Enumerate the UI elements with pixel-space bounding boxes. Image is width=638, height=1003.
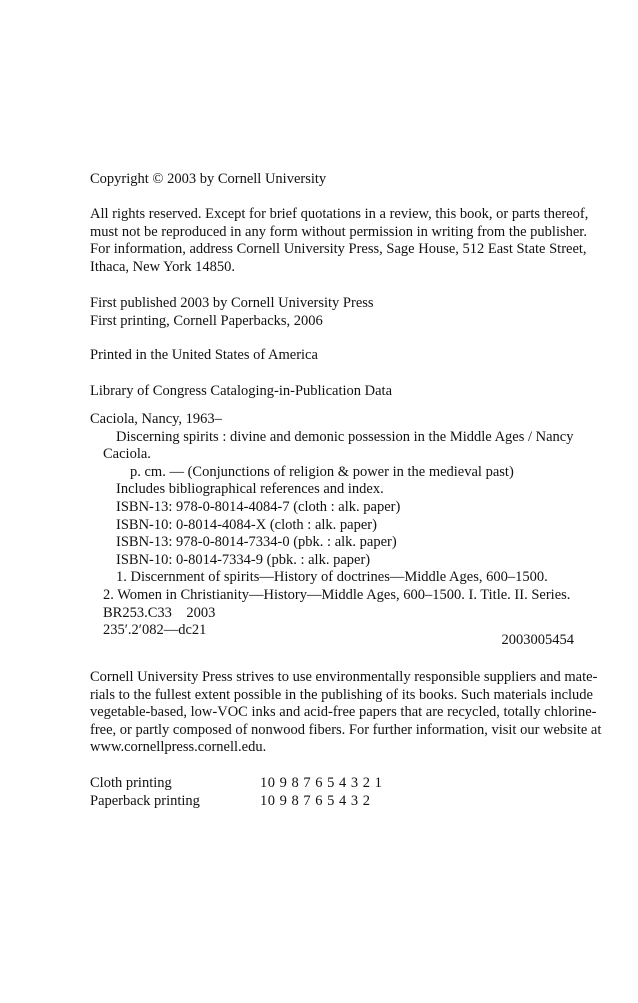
rights-line: For information, address Cornell University Press, Sage House, 512 East State Street,: [90, 241, 587, 258]
environment-line: vegetable-based, low-VOC inks and acid-free papers that are recycled, totally chlorine-: [90, 704, 597, 721]
printing-label: Cloth printing: [90, 775, 172, 791]
printed-in-line: Printed in the United States of America: [90, 347, 318, 363]
cip-subject: 1. Discernment of spirits—History of doctrines—Middle Ages, 600–1500.: [116, 569, 548, 586]
publication-history: [90, 295, 580, 330]
cip-lc-class: BR253.C33 2003: [103, 604, 216, 621]
environment-line: www.cornellpress.cornell.edu.: [90, 739, 267, 756]
printing-lines: [90, 775, 580, 810]
publication-line: First printing, Cornell Paperbacks, 2006: [90, 312, 323, 329]
printing-numbers: 10 9 8 7 6 5 4 3 2 1: [260, 775, 383, 791]
cip-dewey: 235′.2′082—dc21: [103, 622, 207, 639]
cip-isbn: ISBN-10: 0-8014-4084-X (cloth : alk. paper): [116, 516, 377, 533]
cip-lccn: 2003005454: [501, 632, 574, 648]
cloth-printing-row: [90, 775, 580, 793]
rights-paragraph: [90, 206, 589, 276]
cip-title-continued: Caciola.: [103, 446, 151, 463]
cip-bibliography: Includes bibliographical references and index.: [116, 481, 384, 498]
cip-author: Caciola, Nancy, 1963–: [90, 411, 222, 427]
cip-physical: p. cm. — (Conjunctions of religion & power in the medieval past): [130, 463, 514, 480]
cip-isbn: ISBN-13: 978-0-8014-7334-0 (pbk. : alk. paper): [116, 534, 397, 551]
printing-numbers: 10 9 8 7 6 5 4 3 2: [260, 792, 371, 809]
cip-header: Library of Congress Cataloging-in-Publication Data: [90, 383, 393, 399]
cip-title: Discerning spirits : divine and demonic possession in the Middle Ages / Nancy: [116, 428, 574, 445]
copyright-line: Copyright © 2003 by Cornell University: [90, 171, 327, 187]
environment-line: Cornell University Press strives to use environmentally responsible suppliers and mate-: [90, 669, 598, 685]
cip-subject: 2. Women in Christianity—History—Middle Ages, 600–1500. I. Title. II. Series.: [103, 586, 571, 603]
environment-line: rials to the fullest extent possible in the publishing of its books. Such materials include: [90, 686, 593, 703]
rights-line: must not be reproduced in any form without permission in writing from the publisher.: [90, 223, 587, 240]
publication-line: First published 2003 by Cornell University Press: [90, 295, 374, 311]
paperback-printing-row: [90, 793, 580, 811]
cip-block: [90, 411, 580, 640]
cip-isbn: ISBN-10: 0-8014-7334-9 (pbk. : alk. paper): [116, 551, 371, 568]
environment-line: free, or partly composed of nonwood fibers. For further information, visit our website at: [90, 721, 602, 738]
environment-paragraph: [90, 669, 602, 757]
rights-line: All rights reserved. Except for brief quotations in a review, this book, or parts thereof,: [90, 206, 589, 222]
cip-isbn: ISBN-13: 978-0-8014-4084-7 (cloth : alk. paper): [116, 498, 401, 515]
rights-line: Ithaca, New York 14850.: [90, 258, 235, 275]
printing-label: Paperback printing: [90, 792, 200, 809]
